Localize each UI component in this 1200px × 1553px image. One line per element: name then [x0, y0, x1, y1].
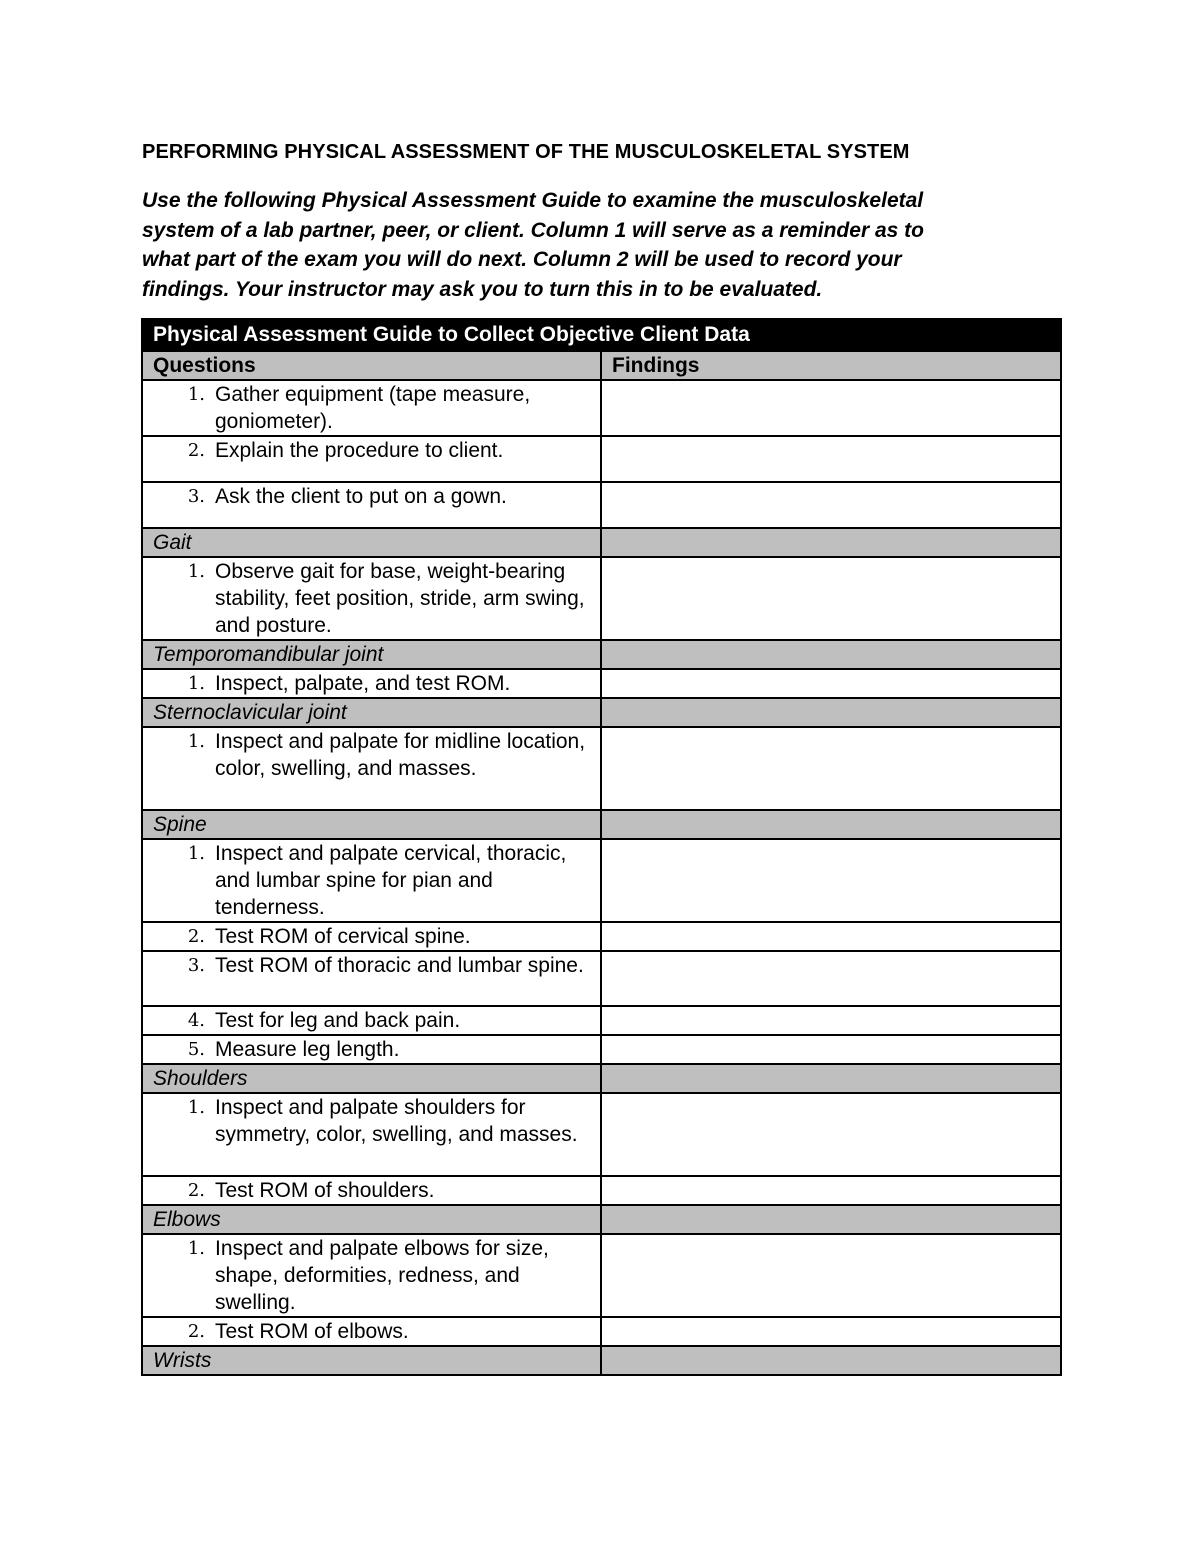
question-cell	[142, 1093, 601, 1176]
section-name: Spine	[142, 810, 601, 839]
table-row	[142, 1093, 1061, 1176]
findings-cell[interactable]	[601, 380, 1061, 436]
section-findings-cell	[601, 1205, 1061, 1234]
table-row	[142, 557, 1061, 640]
item-text: Inspect and palpate for midline location, color, swelling, and masses.	[215, 730, 586, 780]
findings-cell[interactable]	[601, 922, 1061, 951]
instructions-line: findings. Your instructor may ask you to turn this in to be evaluated.	[142, 277, 823, 301]
item-text: Test ROM of cervical spine.	[215, 925, 471, 948]
item-number: 1.	[187, 731, 205, 752]
table-row	[142, 482, 1061, 528]
findings-cell[interactable]	[601, 669, 1061, 698]
table-row	[142, 1006, 1061, 1035]
section-row	[142, 1205, 1061, 1234]
item-number: 1.	[187, 843, 205, 864]
table-row	[142, 1234, 1061, 1317]
findings-cell[interactable]	[601, 1317, 1061, 1346]
section-name: Sternoclavicular joint	[142, 698, 601, 727]
section-row	[142, 810, 1061, 839]
table-row	[142, 1317, 1061, 1346]
table-row	[142, 380, 1061, 436]
findings-cell[interactable]	[601, 839, 1061, 922]
question-cell	[142, 1317, 601, 1346]
item-number: 2.	[187, 926, 205, 947]
item-text: Test for leg and back pain.	[215, 1009, 461, 1032]
question-cell	[142, 1006, 601, 1035]
item-text: Measure leg length.	[215, 1038, 400, 1061]
findings-cell[interactable]	[601, 1093, 1061, 1176]
assessment-guide-table	[141, 318, 1060, 1376]
item-number: 2.	[187, 1180, 205, 1201]
item-number: 4.	[187, 1010, 205, 1031]
question-cell	[142, 1176, 601, 1205]
findings-cell[interactable]	[601, 951, 1061, 1006]
item-number: 3.	[187, 486, 205, 507]
item-text: Gather equipment (tape measure, goniometer).	[215, 383, 531, 433]
table-row	[142, 951, 1061, 1006]
item-text: Test ROM of shoulders.	[215, 1179, 435, 1202]
section-findings-cell	[601, 528, 1061, 557]
findings-cell[interactable]	[601, 482, 1061, 528]
section-row	[142, 640, 1061, 669]
findings-cell[interactable]	[601, 1006, 1061, 1035]
question-cell	[142, 1234, 601, 1317]
section-row	[142, 528, 1061, 557]
item-number: 1.	[187, 1097, 205, 1118]
table-row	[142, 669, 1061, 698]
item-number: 2.	[187, 440, 205, 461]
item-text: Observe gait for base, weight-bearing stability, feet position, stride, arm swing, and posture.	[215, 560, 585, 637]
table-row	[142, 1176, 1061, 1205]
section-findings-cell	[601, 640, 1061, 669]
findings-cell[interactable]	[601, 727, 1061, 810]
section-name: Temporomandibular joint	[142, 640, 601, 669]
question-cell	[142, 482, 601, 528]
section-name: Elbows	[142, 1205, 601, 1234]
findings-cell[interactable]	[601, 1176, 1061, 1205]
table-row	[142, 922, 1061, 951]
instructions	[142, 186, 1052, 304]
item-text: Test ROM of elbows.	[215, 1320, 409, 1343]
section-findings-cell	[601, 1064, 1061, 1093]
findings-cell[interactable]	[601, 436, 1061, 482]
instructions-line: what part of the exam you will do next. Column 2 will be used to record your	[142, 248, 902, 271]
item-number: 1.	[187, 384, 205, 405]
section-findings-cell	[601, 810, 1061, 839]
findings-cell[interactable]	[601, 1035, 1061, 1064]
item-number: 1.	[187, 1238, 205, 1259]
item-number: 5.	[187, 1039, 205, 1060]
item-text: Inspect, palpate, and test ROM.	[215, 672, 511, 695]
section-name: Gait	[142, 528, 601, 557]
instructions-line: Use the following Physical Assessment Guide to examine the musculoskeletal	[142, 189, 924, 212]
table-row	[142, 839, 1061, 922]
question-cell	[142, 839, 601, 922]
question-cell	[142, 727, 601, 810]
section-findings-cell	[601, 1346, 1061, 1375]
item-text: Explain the procedure to client.	[215, 439, 504, 462]
instructions-line: system of a lab partner, peer, or client. Column 1 will serve as a reminder as to	[142, 218, 924, 242]
item-number: 1.	[187, 561, 205, 582]
item-number: 1.	[187, 673, 205, 694]
table-row	[142, 727, 1061, 810]
questions-header: Questions	[142, 351, 601, 380]
findings-cell[interactable]	[601, 557, 1061, 640]
table-header-row	[142, 351, 1061, 380]
section-name: Shoulders	[142, 1064, 601, 1093]
item-text: Inspect and palpate elbows for size, shape, deformities, redness, and swelling.	[215, 1237, 549, 1314]
page-title: PERFORMING PHYSICAL ASSESSMENT OF THE MUSCULOSKELETAL SYSTEM	[142, 141, 910, 163]
section-row	[142, 1064, 1061, 1093]
question-cell	[142, 669, 601, 698]
table-row	[142, 1035, 1061, 1064]
item-text: Ask the client to put on a gown.	[215, 485, 507, 508]
question-cell	[142, 380, 601, 436]
section-row	[142, 1346, 1061, 1375]
question-cell	[142, 922, 601, 951]
question-cell	[142, 951, 601, 1006]
table-title: Physical Assessment Guide to Collect Objective Client Data	[142, 319, 1061, 351]
section-findings-cell	[601, 698, 1061, 727]
findings-cell[interactable]	[601, 1234, 1061, 1317]
item-text: Inspect and palpate shoulders for symmetry, color, swelling, and masses.	[215, 1096, 578, 1146]
section-name: Wrists	[142, 1346, 601, 1375]
findings-header: Findings	[601, 351, 1061, 380]
item-text: Test ROM of thoracic and lumbar spine.	[215, 954, 584, 977]
question-cell	[142, 1035, 601, 1064]
question-cell	[142, 557, 601, 640]
question-cell	[142, 436, 601, 482]
item-number: 3.	[187, 955, 205, 976]
table-row	[142, 436, 1061, 482]
item-number: 2.	[187, 1321, 205, 1342]
table-title-row	[142, 319, 1061, 351]
item-text: Inspect and palpate cervical, thoracic, and lumbar spine for pian and tenderness.	[215, 842, 567, 919]
section-row	[142, 698, 1061, 727]
